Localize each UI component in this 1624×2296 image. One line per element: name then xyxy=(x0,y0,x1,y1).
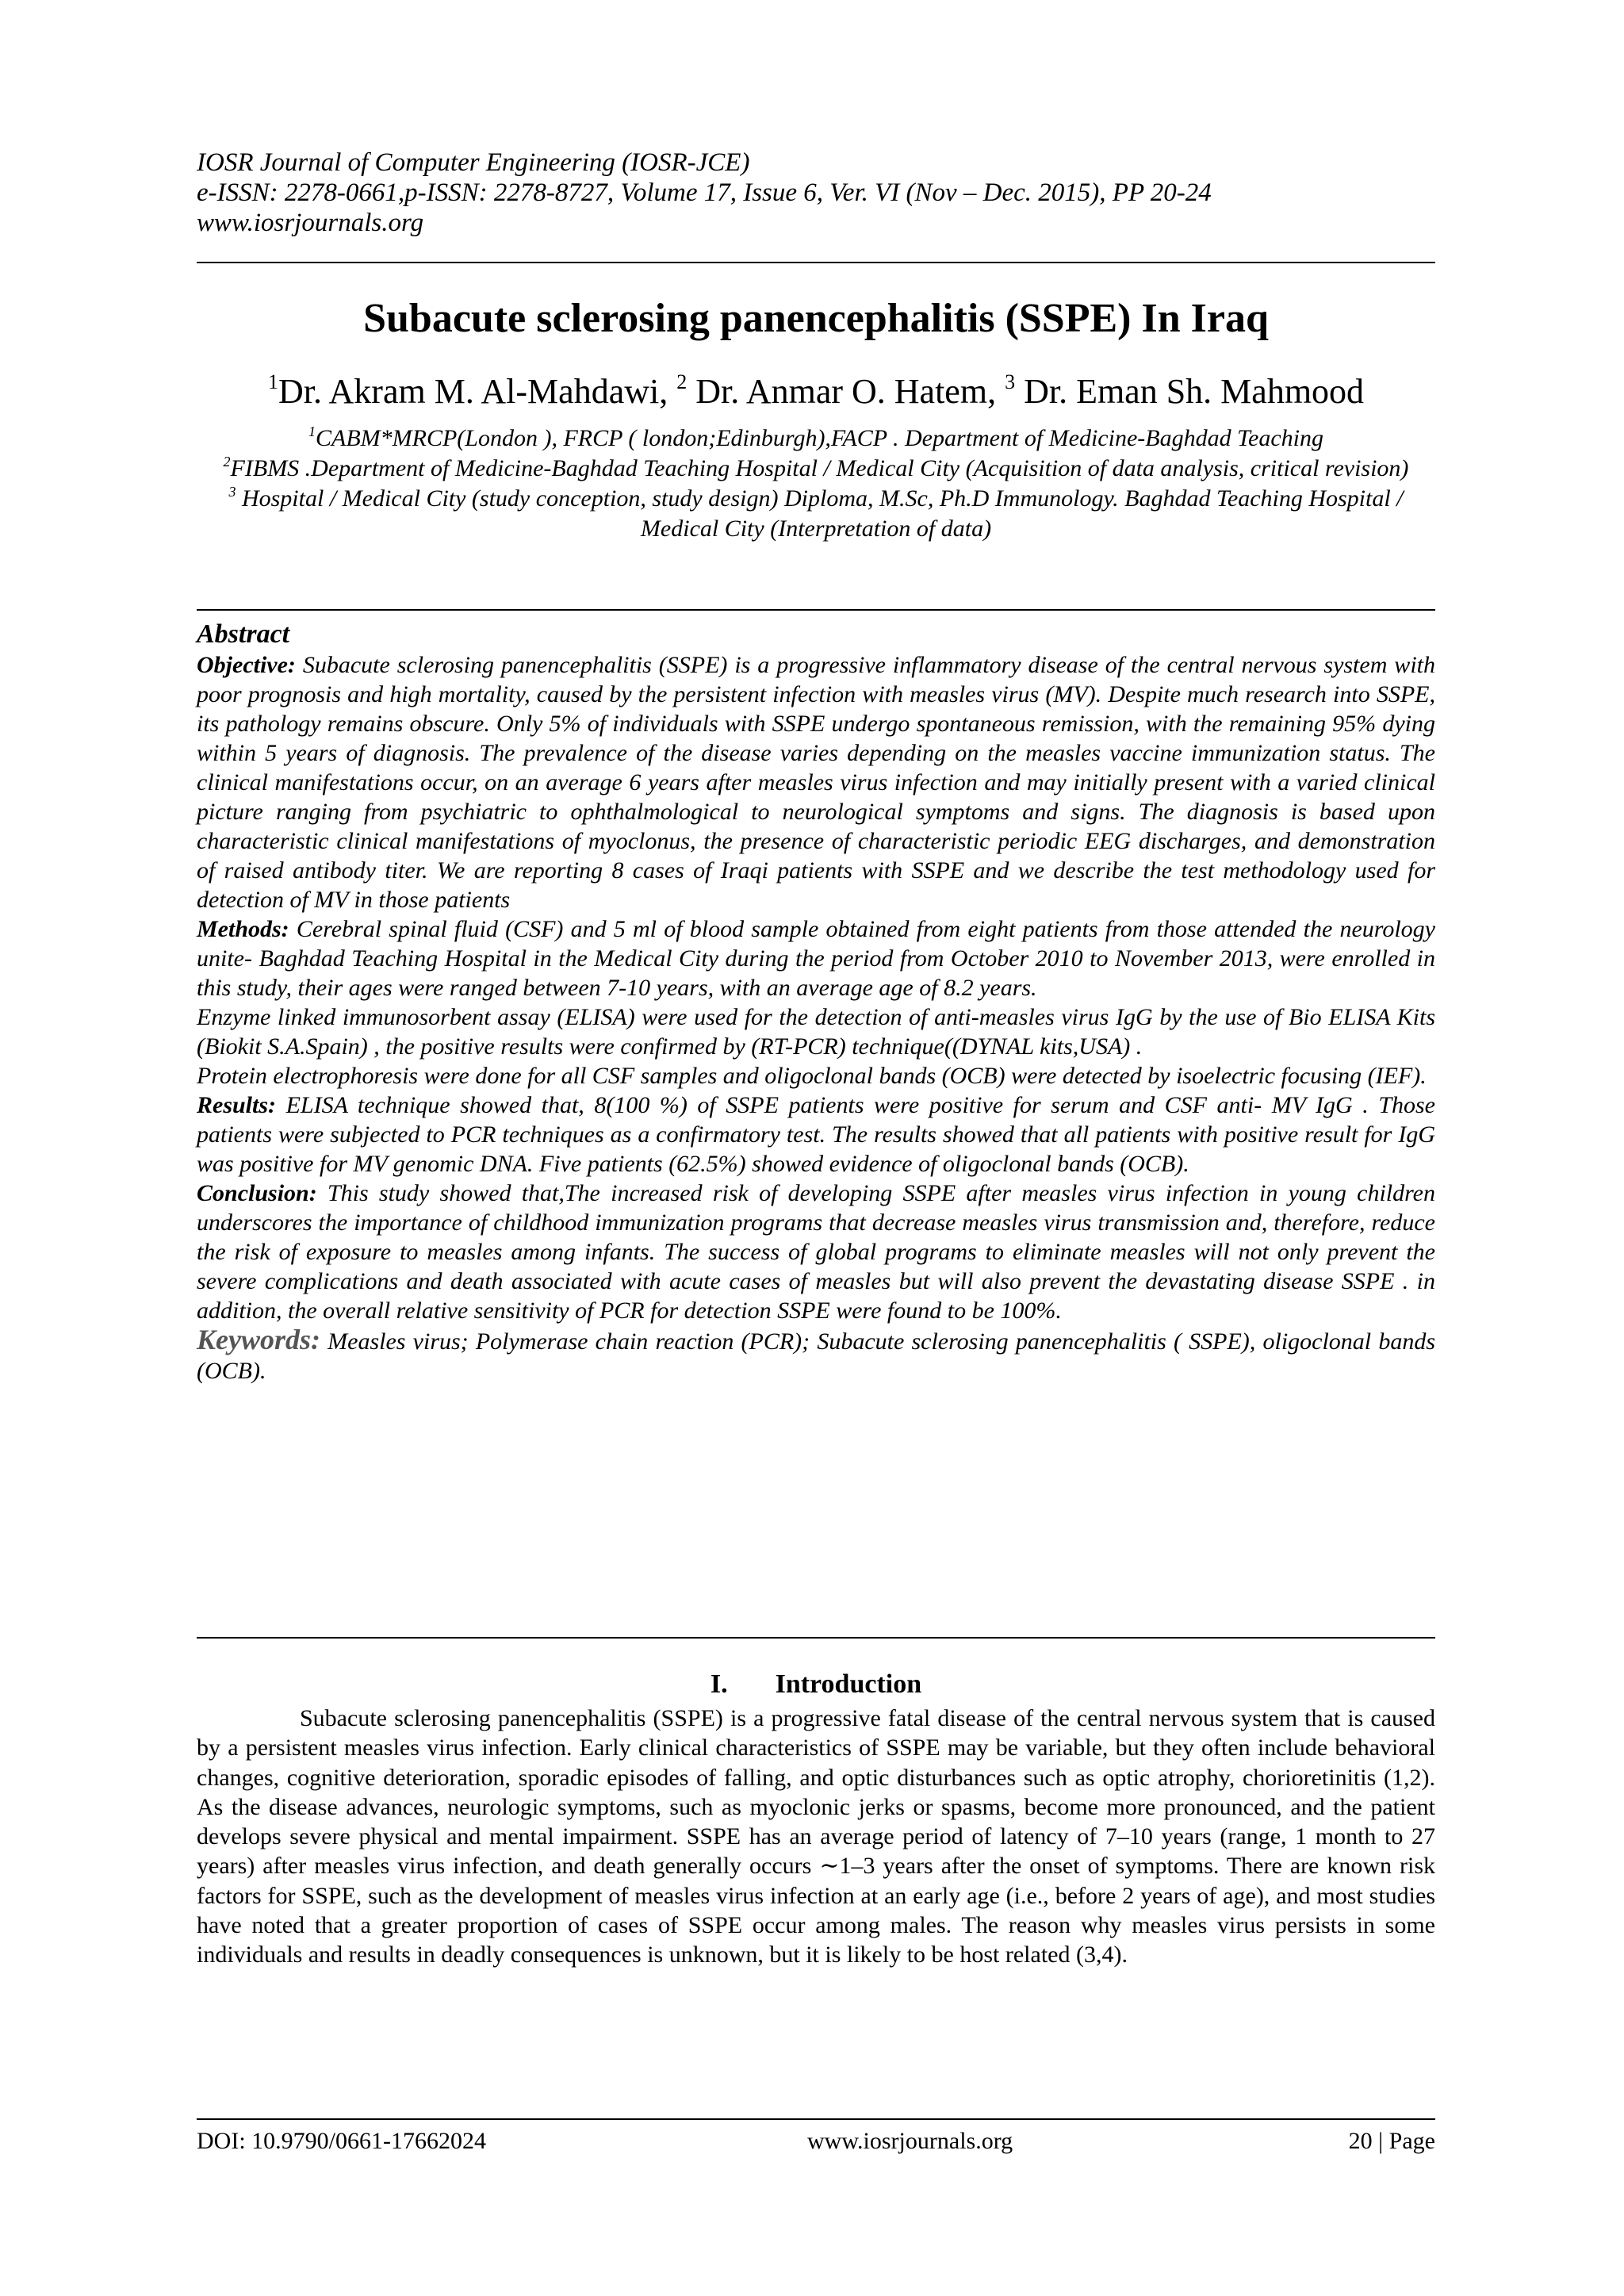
objective-label: Objective: xyxy=(197,652,296,678)
section-title: Introduction xyxy=(775,1669,922,1699)
affiliation-1-text: CABM*MRCP(London ), FRCP ( london;Edinburgh),FACP . Department of Medicine-Baghdad Teaching xyxy=(316,425,1323,451)
results-text: ELISA technique showed that, 8(100 %) of SSPE patients were positive for serum and CSF anti- MV IgG . Those patients were subjected to PCR techniques as a confirmatory test. The results showed that all patients with positive result for IgG was positive for MV genomic DNA. Five patients (62.5%) showed evidence of oligoclonal bands (OCB). xyxy=(197,1092,1435,1177)
footer-rule xyxy=(197,2118,1435,2120)
affiliations xyxy=(197,424,1435,544)
section-number: I. xyxy=(710,1669,728,1699)
header-rule xyxy=(197,262,1435,263)
author-1-sup: 1 xyxy=(267,370,278,393)
section-heading xyxy=(197,1669,1435,1700)
paper-title: Subacute sclerosing panencephalitis (SSPE) In Iraq xyxy=(363,296,1269,341)
conclusion-text: This study showed that,The increased risk of developing SSPE after measles virus infection in young children underscores the importance of childhood immunization programs that decrease measles virus transmission and, therefore, reduce the risk of exposure to measles among infants. The success of global programs to eliminate measles will not only prevent the severe complications and death associated with acute cases of measles but will also prevent the devastating disease SSPE . in addition, the overall relative sensitivity of PCR for detection SSPE were found to be 100%. xyxy=(197,1180,1435,1324)
methods-label: Methods: xyxy=(197,916,289,942)
author-3-sup: 3 xyxy=(1005,370,1016,393)
affiliation-3 xyxy=(197,484,1435,544)
journal-website: www.iosrjournals.org xyxy=(197,209,424,237)
page-footer xyxy=(197,2127,1435,2156)
author-list xyxy=(197,371,1435,412)
keywords-label: Keywords: xyxy=(197,1324,320,1355)
affiliation-3-text: Hospital / Medical City (study conception, study design) Diploma, M.Sc, Ph.D Immunology. Baghdad Teaching Hospital / Medical City (Interpretation of data) xyxy=(236,485,1404,542)
introduction-paragraph: Subacute sclerosing panencephalitis (SSPE) is a progressive fatal disease of the central nervous system that is caused by a persistent measles virus infection. Early clinical characteristics of SSPE may be variable, but they often include behavioral changes, cognitive deterioration, sporadic episodes of falling, and optic disturbances such as optic atrophy, chorioretinitis (1,2). As the disease advances, neurologic symptoms, such as myoclonic jerks or spasms, become more pronounced, and the patient develops severe physical and mental impairment. SSPE has an average period of latency of 7–10 years (range, 1 month to 27 years) after measles virus infection, and death generally occurs ∼1–3 years after the onset of symptoms. There are known risk factors for SSPE, such as the development of measles virus infection at an early age (i.e., before 2 years of age), and most studies have noted that a greater proportion of cases of SSPE occur among males. The reason why measles virus persists in some individuals and results in deadly consequences is unknown, but it is likely to be host related (3,4). xyxy=(197,1705,1435,1968)
affiliation-2-sup: 2 xyxy=(223,454,231,470)
affiliation-2 xyxy=(197,454,1435,484)
abstract-conclusion xyxy=(197,1179,1435,1325)
abstract-methods xyxy=(197,914,1435,1002)
results-label: Results: xyxy=(197,1092,277,1118)
abstract-methods-elisa: Enzyme linked immunosorbent assay (ELISA) were used for the detection of anti-measles virus IgG by the use of Bio ELISA Kits (Biokit S.A.Spain) , the positive results were confirmed by (RT-PCR) technique((DYNAL kits,USA) . xyxy=(197,1004,1435,1060)
abstract-methods-electrophoresis: Protein electrophoresis were done for all CSF samples and oligoclonal bands (OCB) were detected by isoelectric focusing (IEF). xyxy=(197,1063,1427,1089)
abstract-keywords xyxy=(197,1325,1435,1386)
abstract-bottom-rule xyxy=(197,1637,1435,1639)
journal-name: IOSR Journal of Computer Engineering (IOSR-JCE) xyxy=(197,148,750,177)
objective-text: Subacute sclerosing panencephalitis (SSPE) is a progressive inflammatory disease of the central nervous system with poor prognosis and high mortality, caused by the persistent infection with measles virus (MV). Despite much research into SSPE, its pathology remains obscure. Only 5% of individuals with SSPE undergo spontaneous remission, with the remaining 95% dying within 5 years of diagnosis. The prevalence of the disease varies depending on the measles vaccine immunization status. The clinical manifestations occur, on an average 6 years after measles virus infection and may initially present with a varied clinical picture ranging from psychiatric to ophthalmological to neurological symptoms and signs. The diagnosis is based upon characteristic clinical manifestations of myoclonus, the presence of characteristic periodic EEG discharges, and demonstration of raised antibody titer. We are reporting 8 cases of Iraqi patients with SSPE and we describe the test methodology used for detection of MV in those patients xyxy=(197,652,1435,913)
footer-doi: DOI: 10.9790/0661-17662024 xyxy=(197,2128,486,2154)
abstract-results xyxy=(197,1091,1435,1179)
abstract-heading: Abstract xyxy=(197,619,290,649)
footer-page-number: 20 | Page xyxy=(1348,2128,1435,2154)
author-3-name: Dr. Eman Sh. Mahmood xyxy=(1015,372,1365,411)
footer-website: www.iosrjournals.org xyxy=(807,2128,1013,2154)
methods-text: Cerebral spinal fluid (CSF) and 5 ml of blood sample obtained from eight patients from those attended the neurology unite- Baghdad Teaching Hospital in the Medical City during the period from October 2010 to November 2013, were enrolled in this study, their ages were ranged between 7-10 years, with an average age of 8.2 years. xyxy=(197,916,1435,1001)
abstract-objective xyxy=(197,650,1435,914)
affiliation-2-text: FIBMS .Department of Medicine-Baghdad Teaching Hospital / Medical City (Acquisition of data analysis, critical revision) xyxy=(230,455,1409,481)
affiliation-1 xyxy=(197,424,1435,454)
author-1-name: Dr. Akram M. Al-Mahdawi, xyxy=(278,372,677,411)
author-2-name: Dr. Anmar O. Hatem, xyxy=(687,372,1005,411)
abstract xyxy=(197,619,1435,1386)
abstract-top-rule xyxy=(197,609,1435,611)
affiliation-1-sup: 1 xyxy=(308,424,316,439)
keywords-text: Measles virus; Polymerase chain reaction (PCR); Subacute sclerosing panencephalitis ( SSPE), oligoclonal bands (OCB). xyxy=(197,1328,1435,1384)
journal-issn: e-ISSN: 2278-0661,p-ISSN: 2278-8727, Volume 17, Issue 6, Ver. VI (Nov – Dec. 2015), PP 20-24 xyxy=(197,178,1212,207)
journal-header xyxy=(197,148,1435,238)
affiliation-3-sup: 3 xyxy=(228,484,236,500)
author-2-sup: 2 xyxy=(676,370,688,393)
conclusion-label: Conclusion: xyxy=(197,1180,317,1206)
